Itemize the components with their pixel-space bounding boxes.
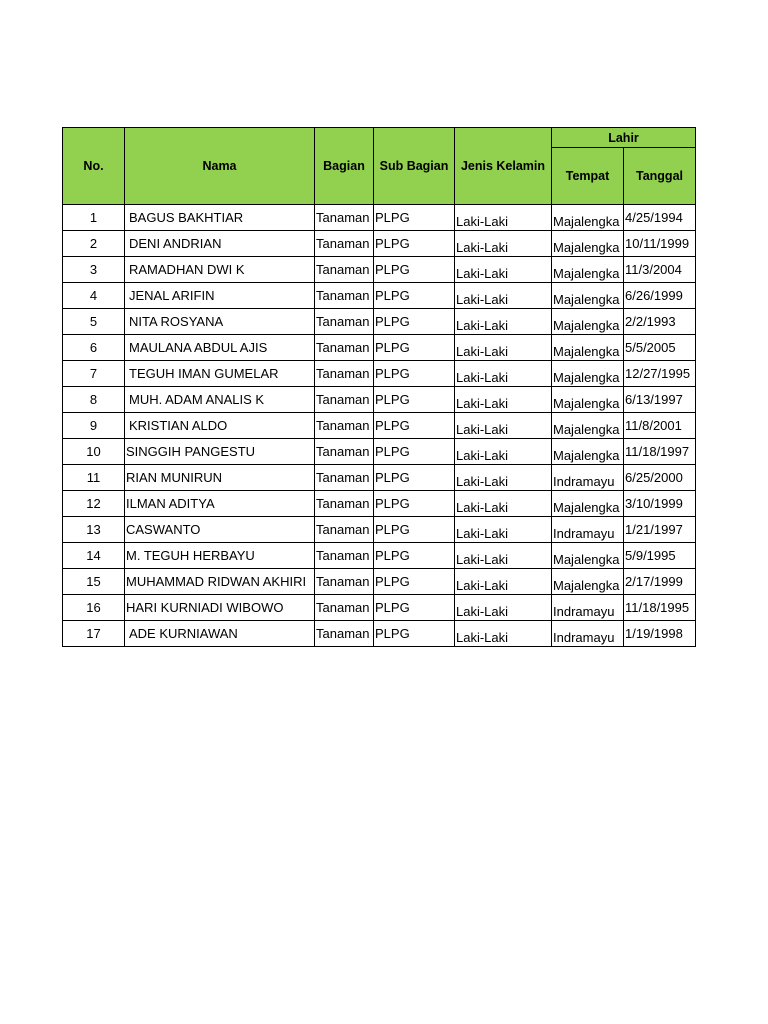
- header-nama: Nama: [125, 128, 315, 205]
- cell-nama: KRISTIAN ALDO: [125, 413, 315, 439]
- cell-tanggal: 2/17/1999: [624, 569, 696, 595]
- table-row: [63, 387, 696, 413]
- cell-tempat: Majalengka: [552, 309, 624, 335]
- table-row: [63, 335, 696, 361]
- header-no: No.: [63, 128, 125, 205]
- cell-nama: ILMAN ADITYA: [125, 491, 315, 517]
- cell-bagian: Tanaman: [315, 205, 374, 231]
- cell-jenis-kelamin: Laki-Laki: [455, 543, 552, 569]
- cell-nama: MUH. ADAM ANALIS K: [125, 387, 315, 413]
- table-row: [63, 361, 696, 387]
- cell-tanggal: 1/21/1997: [624, 517, 696, 543]
- cell-jenis-kelamin: Laki-Laki: [455, 257, 552, 283]
- cell-no: 10: [63, 439, 125, 465]
- cell-tanggal: 10/11/1999: [624, 231, 696, 257]
- cell-nama: ADE KURNIAWAN: [125, 621, 315, 647]
- cell-sub-bagian: PLPG: [374, 361, 455, 387]
- table-body: [63, 205, 696, 647]
- cell-nama: MAULANA ABDUL AJIS: [125, 335, 315, 361]
- cell-jenis-kelamin: Laki-Laki: [455, 439, 552, 465]
- cell-bagian: Tanaman: [315, 257, 374, 283]
- cell-tanggal: 11/3/2004: [624, 257, 696, 283]
- cell-no: 1: [63, 205, 125, 231]
- cell-tanggal: 11/8/2001: [624, 413, 696, 439]
- cell-bagian: Tanaman: [315, 231, 374, 257]
- cell-jenis-kelamin: Laki-Laki: [455, 413, 552, 439]
- cell-nama: BAGUS BAKHTIAR: [125, 205, 315, 231]
- cell-no: 14: [63, 543, 125, 569]
- cell-no: 12: [63, 491, 125, 517]
- cell-tempat: Indramayu: [552, 595, 624, 621]
- table-row: [63, 491, 696, 517]
- cell-jenis-kelamin: Laki-Laki: [455, 621, 552, 647]
- header-tanggal: Tanggal: [624, 148, 696, 205]
- cell-sub-bagian: PLPG: [374, 231, 455, 257]
- cell-nama: TEGUH IMAN GUMELAR: [125, 361, 315, 387]
- cell-sub-bagian: PLPG: [374, 595, 455, 621]
- cell-nama: DENI ANDRIAN: [125, 231, 315, 257]
- cell-no: 8: [63, 387, 125, 413]
- cell-sub-bagian: PLPG: [374, 283, 455, 309]
- cell-no: 13: [63, 517, 125, 543]
- cell-tempat: Majalengka: [552, 231, 624, 257]
- header-tempat: Tempat: [552, 148, 624, 205]
- cell-tanggal: 5/9/1995: [624, 543, 696, 569]
- cell-tempat: Majalengka: [552, 439, 624, 465]
- header-lahir: Lahir: [552, 128, 696, 148]
- cell-nama: JENAL ARIFIN: [125, 283, 315, 309]
- cell-jenis-kelamin: Laki-Laki: [455, 335, 552, 361]
- cell-no: 16: [63, 595, 125, 621]
- cell-sub-bagian: PLPG: [374, 491, 455, 517]
- cell-jenis-kelamin: Laki-Laki: [455, 205, 552, 231]
- cell-tanggal: 1/19/1998: [624, 621, 696, 647]
- table-row: [63, 621, 696, 647]
- cell-nama: SINGGIH PANGESTU: [125, 439, 315, 465]
- table-row: [63, 569, 696, 595]
- table-row: [63, 309, 696, 335]
- table-row: [63, 543, 696, 569]
- cell-nama: NITA ROSYANA: [125, 309, 315, 335]
- cell-bagian: Tanaman: [315, 335, 374, 361]
- cell-no: 6: [63, 335, 125, 361]
- cell-jenis-kelamin: Laki-Laki: [455, 309, 552, 335]
- cell-bagian: Tanaman: [315, 569, 374, 595]
- table-row: [63, 595, 696, 621]
- cell-no: 5: [63, 309, 125, 335]
- cell-sub-bagian: PLPG: [374, 517, 455, 543]
- table-row: [63, 517, 696, 543]
- cell-no: 7: [63, 361, 125, 387]
- cell-no: 11: [63, 465, 125, 491]
- cell-nama: HARI KURNIADI WIBOWO: [125, 595, 315, 621]
- table-row: [63, 231, 696, 257]
- cell-bagian: Tanaman: [315, 517, 374, 543]
- cell-bagian: Tanaman: [315, 413, 374, 439]
- cell-tanggal: 12/27/1995: [624, 361, 696, 387]
- cell-tempat: Majalengka: [552, 335, 624, 361]
- cell-bagian: Tanaman: [315, 439, 374, 465]
- cell-tanggal: 3/10/1999: [624, 491, 696, 517]
- cell-tempat: Indramayu: [552, 517, 624, 543]
- cell-tanggal: 2/2/1993: [624, 309, 696, 335]
- cell-tempat: Majalengka: [552, 283, 624, 309]
- cell-tempat: Majalengka: [552, 543, 624, 569]
- cell-bagian: Tanaman: [315, 491, 374, 517]
- cell-sub-bagian: PLPG: [374, 257, 455, 283]
- cell-bagian: Tanaman: [315, 543, 374, 569]
- cell-tempat: Indramayu: [552, 465, 624, 491]
- cell-nama: RIAN MUNIRUN: [125, 465, 315, 491]
- cell-no: 2: [63, 231, 125, 257]
- cell-tempat: Majalengka: [552, 491, 624, 517]
- table-row: [63, 257, 696, 283]
- table-row: [63, 205, 696, 231]
- cell-no: 4: [63, 283, 125, 309]
- cell-no: 17: [63, 621, 125, 647]
- table-row: [63, 465, 696, 491]
- cell-tanggal: 4/25/1994: [624, 205, 696, 231]
- cell-bagian: Tanaman: [315, 283, 374, 309]
- cell-tanggal: 6/26/1999: [624, 283, 696, 309]
- cell-bagian: Tanaman: [315, 309, 374, 335]
- cell-sub-bagian: PLPG: [374, 543, 455, 569]
- cell-tempat: Majalengka: [552, 387, 624, 413]
- cell-sub-bagian: PLPG: [374, 205, 455, 231]
- cell-tempat: Majalengka: [552, 361, 624, 387]
- cell-sub-bagian: PLPG: [374, 387, 455, 413]
- table-row: [63, 413, 696, 439]
- cell-sub-bagian: PLPG: [374, 439, 455, 465]
- header-bagian: Bagian: [315, 128, 374, 205]
- cell-nama: CASWANTO: [125, 517, 315, 543]
- cell-tanggal: 11/18/1995: [624, 595, 696, 621]
- cell-jenis-kelamin: Laki-Laki: [455, 387, 552, 413]
- cell-tempat: Indramayu: [552, 621, 624, 647]
- header-jenis-kelamin: Jenis Kelamin: [455, 128, 552, 205]
- cell-bagian: Tanaman: [315, 387, 374, 413]
- cell-tanggal: 5/5/2005: [624, 335, 696, 361]
- cell-sub-bagian: PLPG: [374, 309, 455, 335]
- cell-tempat: Majalengka: [552, 413, 624, 439]
- cell-tempat: Majalengka: [552, 257, 624, 283]
- cell-nama: RAMADHAN DWI K: [125, 257, 315, 283]
- cell-sub-bagian: PLPG: [374, 465, 455, 491]
- cell-no: 15: [63, 569, 125, 595]
- table-row: [63, 439, 696, 465]
- cell-jenis-kelamin: Laki-Laki: [455, 465, 552, 491]
- cell-bagian: Tanaman: [315, 595, 374, 621]
- cell-nama: M. TEGUH HERBAYU: [125, 543, 315, 569]
- cell-jenis-kelamin: Laki-Laki: [455, 569, 552, 595]
- cell-tanggal: 11/18/1997: [624, 439, 696, 465]
- table-row: [63, 283, 696, 309]
- cell-jenis-kelamin: Laki-Laki: [455, 517, 552, 543]
- cell-jenis-kelamin: Laki-Laki: [455, 231, 552, 257]
- cell-sub-bagian: PLPG: [374, 335, 455, 361]
- cell-jenis-kelamin: Laki-Laki: [455, 361, 552, 387]
- cell-tanggal: 6/25/2000: [624, 465, 696, 491]
- cell-sub-bagian: PLPG: [374, 621, 455, 647]
- cell-sub-bagian: PLPG: [374, 569, 455, 595]
- cell-bagian: Tanaman: [315, 465, 374, 491]
- cell-jenis-kelamin: Laki-Laki: [455, 491, 552, 517]
- cell-bagian: Tanaman: [315, 621, 374, 647]
- cell-no: 3: [63, 257, 125, 283]
- employee-table: [62, 127, 696, 647]
- cell-tanggal: 6/13/1997: [624, 387, 696, 413]
- cell-nama: MUHAMMAD RIDWAN AKHIRI: [125, 569, 315, 595]
- header-sub-bagian: Sub Bagian: [374, 128, 455, 205]
- cell-tempat: Majalengka: [552, 569, 624, 595]
- cell-jenis-kelamin: Laki-Laki: [455, 283, 552, 309]
- cell-no: 9: [63, 413, 125, 439]
- cell-tempat: Majalengka: [552, 205, 624, 231]
- cell-bagian: Tanaman: [315, 361, 374, 387]
- cell-jenis-kelamin: Laki-Laki: [455, 595, 552, 621]
- cell-sub-bagian: PLPG: [374, 413, 455, 439]
